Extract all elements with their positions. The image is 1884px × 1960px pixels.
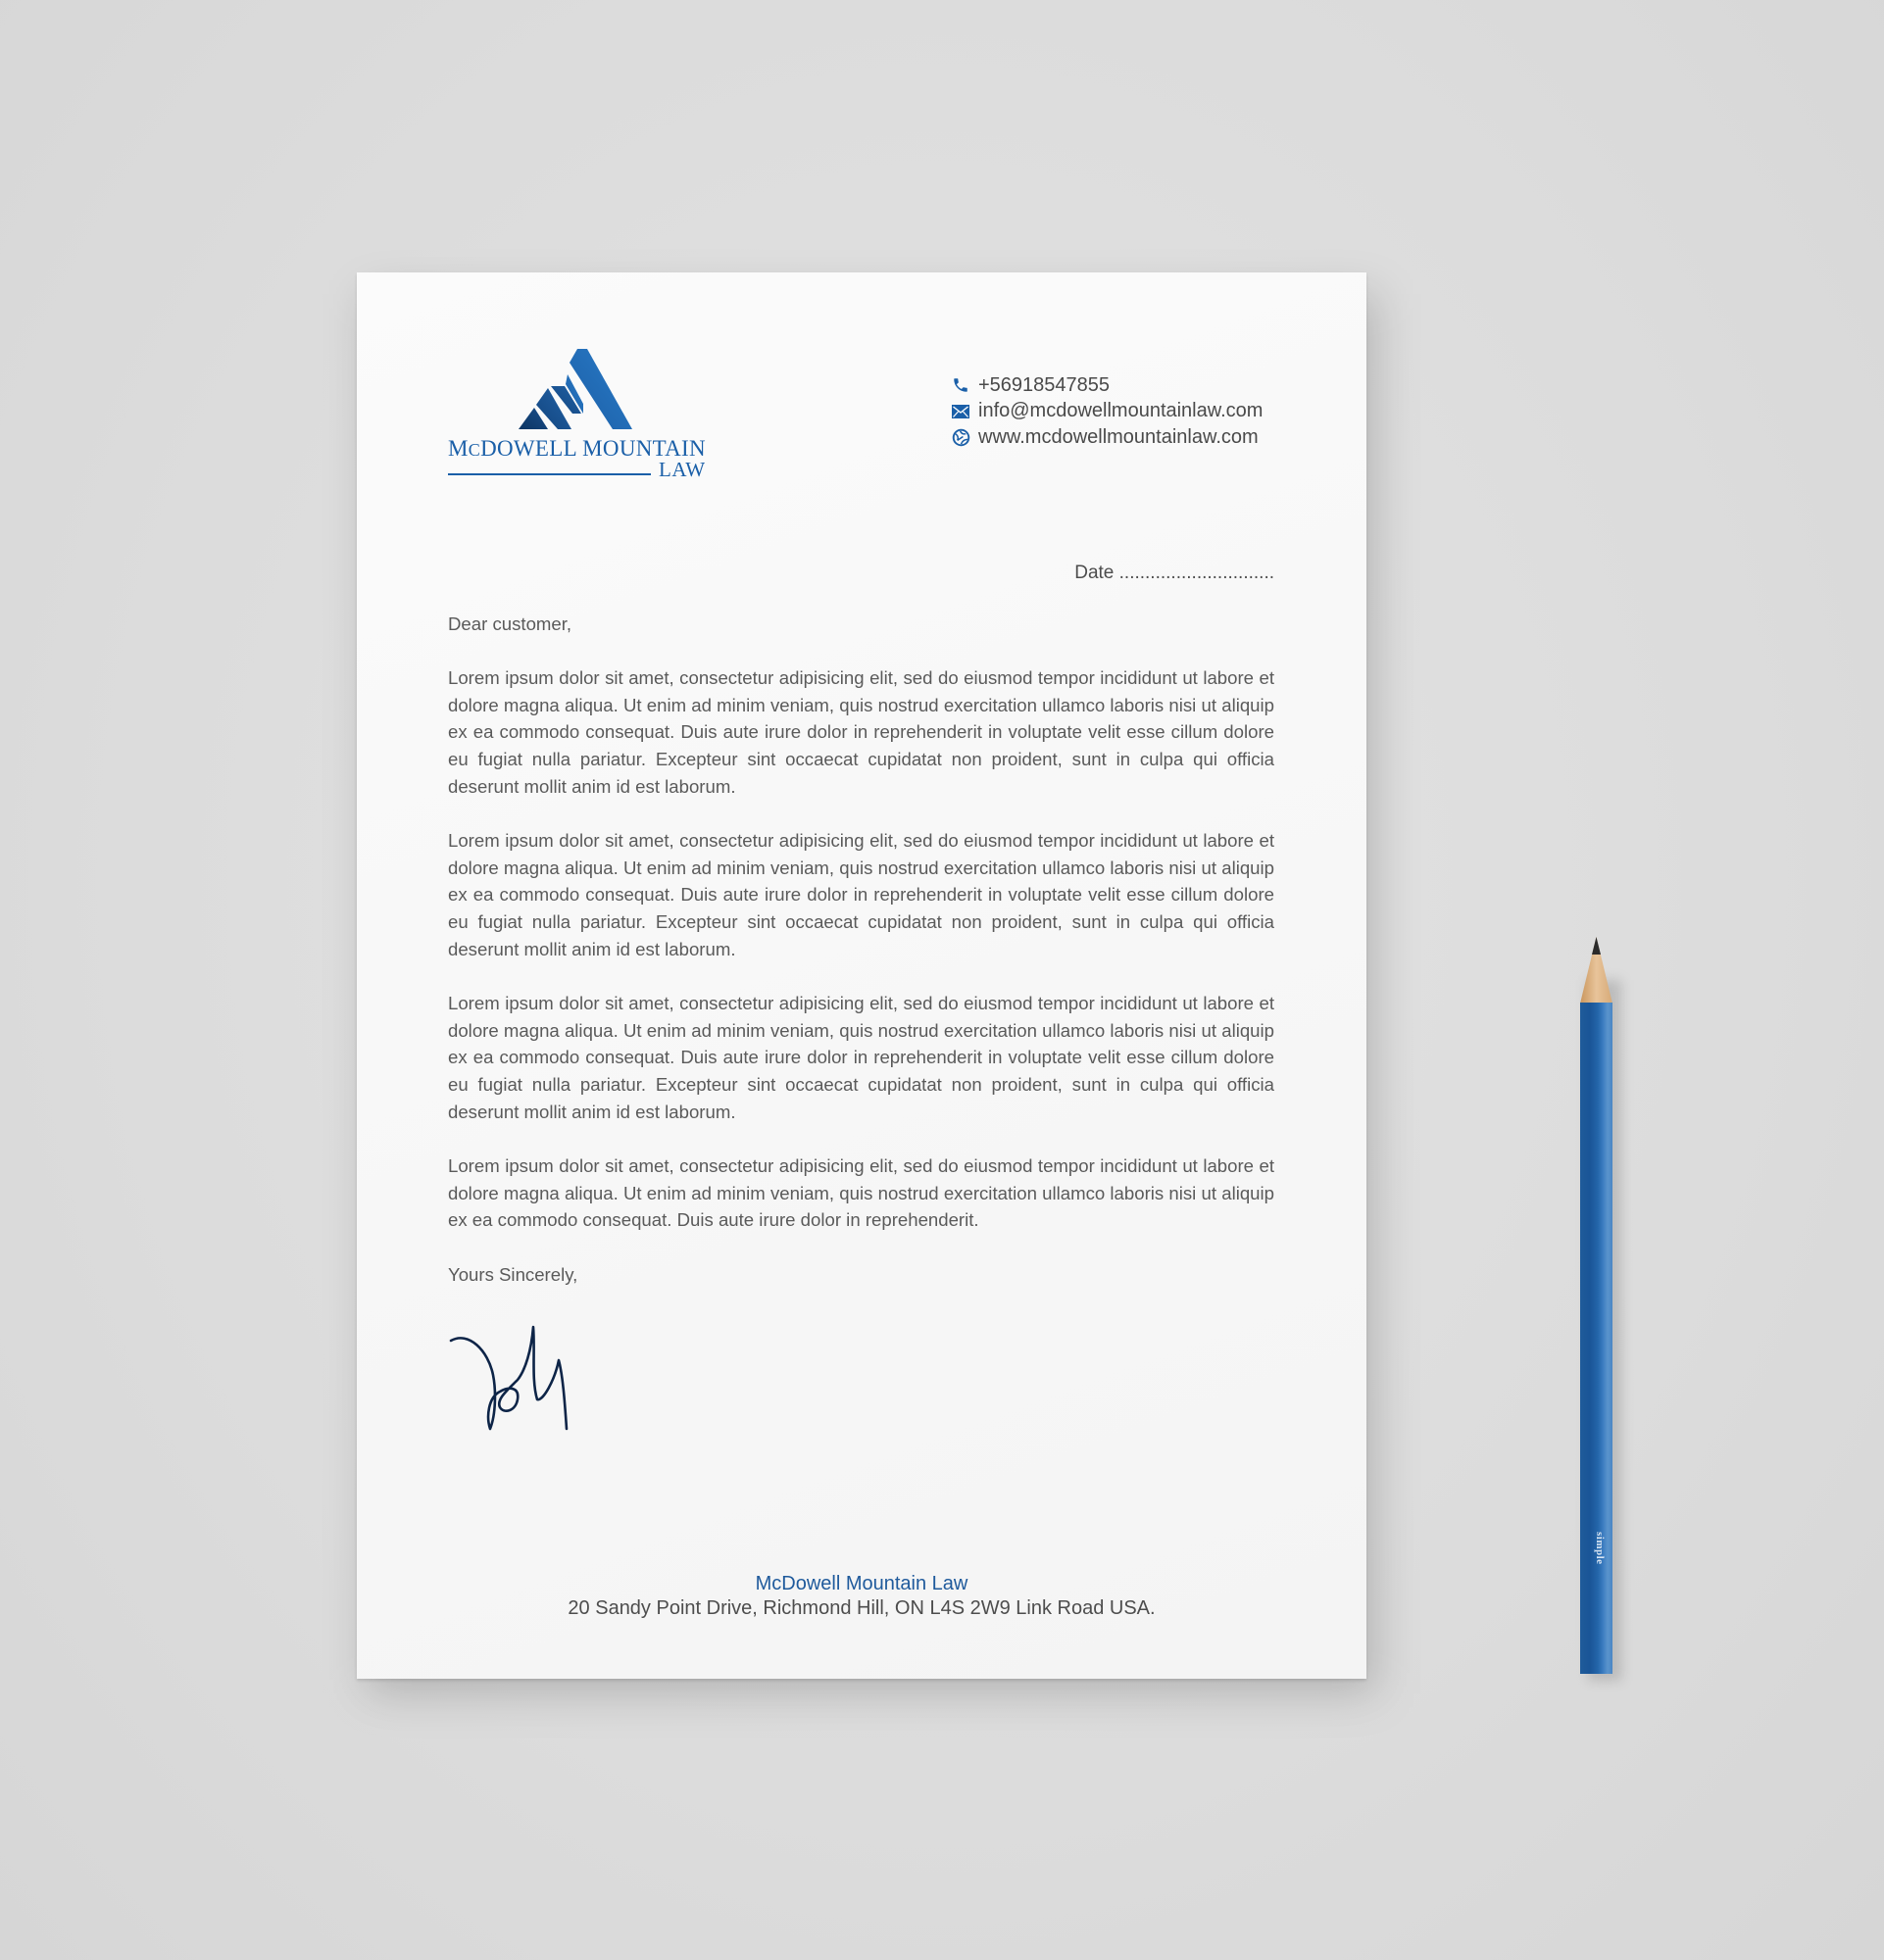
contact-email [951, 399, 1263, 425]
signature [449, 1321, 576, 1444]
logo-underline [448, 473, 651, 475]
mountain-logo-icon [519, 349, 636, 433]
globe-icon [951, 427, 970, 447]
letterhead-paper [357, 272, 1366, 1679]
pencil-tip-icon [1580, 937, 1612, 1005]
phone-icon [951, 375, 970, 395]
paragraph-1: Lorem ipsum dolor sit amet, consectetur adipisicing elit, sed do eiusmod tempor incididunt ut labore et dolore magna aliqua. Ut enim ad minim veniam, quis nostrud exercitation ullamco laboris nisi ut aliquip ex ea commodo consequat. Duis aute irure dolor in reprehenderit in voluptate velit esse cillum dolore eu fugiat nulla pariatur. Excepteur sint occaecat cupidatat non proident, sunt in culpa qui officia deserunt mollit anim id est laborum. [448, 667, 1274, 797]
contact-phone-text: +56918547855 [978, 373, 1111, 396]
company-logo [448, 346, 708, 481]
paragraph-2: Lorem ipsum dolor sit amet, consectetur adipisicing elit, sed do eiusmod tempor incididunt ut labore et dolore magna aliqua. Ut enim ad minim veniam, quis nostrud exercitation ullamco laboris nisi ut aliquip ex ea commodo consequat. Duis aute irure dolor in reprehenderit in voluptate velit esse cillum dolore eu fugiat nulla pariatur. Excepteur sint occaecat cupidatat non proident, sunt in culpa qui officia deserunt mollit anim id est laborum. [448, 830, 1274, 959]
contact-phone [951, 372, 1263, 399]
contact-website [951, 424, 1263, 451]
contact-block [951, 372, 1263, 451]
salutation: Dear customer, [448, 613, 572, 634]
paragraph-4: Lorem ipsum dolor sit amet, consectetur adipisicing elit, sed do eiusmod tempor incididunt ut labore et dolore magna aliqua. Ut enim ad minim veniam, quis nostrud exercitation ullamco laboris nisi ut aliquip ex ea commodo consequat. Duis aute irure dolor in reprehenderit. [448, 1155, 1274, 1231]
pencil-body [1580, 1003, 1612, 1674]
logo-company-name: MCDOWELL MOUNTAIN [448, 436, 706, 461]
footer-address: 20 Sandy Point Drive, Richmond Hill, ON L4S 2W9 Link Road USA. [568, 1597, 1156, 1619]
mail-icon [951, 402, 970, 421]
contact-website-text: www.mcdowellmountainlaw.com [978, 425, 1259, 448]
contact-email-text: info@mcdowellmountainlaw.com [978, 400, 1264, 422]
footer-company-name: McDowell Mountain Law [755, 1573, 968, 1594]
date-field: Date .............................. [1074, 563, 1274, 583]
logo-law-text: LAW [659, 458, 706, 481]
paragraph-3: Lorem ipsum dolor sit amet, consectetur adipisicing elit, sed do eiusmod tempor incididunt ut labore et dolore magna aliqua. Ut enim ad minim veniam, quis nostrud exercitation ullamco laboris nisi ut aliquip ex ea commodo consequat. Duis aute irure dolor in reprehenderit in voluptate velit esse cillum dolore eu fugiat nulla pariatur. Excepteur sint occaecat cupidatat non proident, sunt in culpa qui officia deserunt mollit anim id est laborum. [448, 993, 1274, 1122]
pencil [1580, 937, 1612, 1674]
pencil-brand-label: simple [1594, 1532, 1606, 1565]
closing: Yours Sincerely, [448, 1264, 578, 1285]
